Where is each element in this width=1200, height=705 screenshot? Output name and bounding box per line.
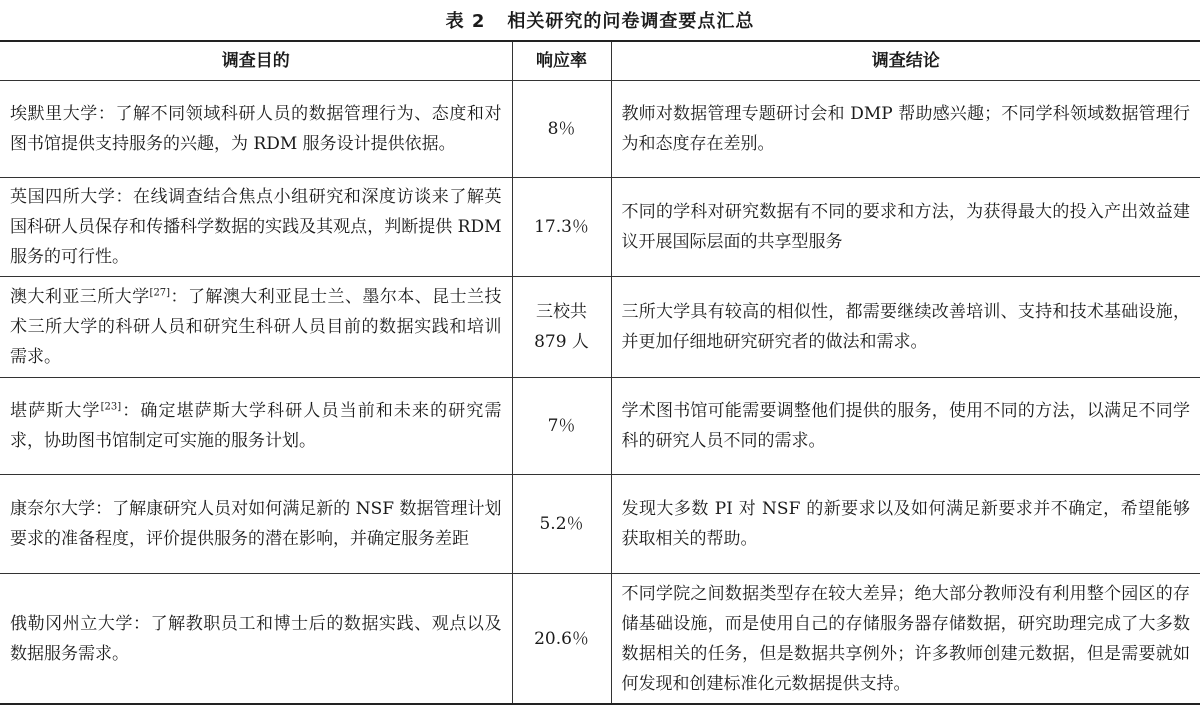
citation-ref: [27] <box>149 287 171 299</box>
table-number: 表 2 <box>445 11 486 32</box>
conclusion-cell: 不同的学科对研究数据有不同的要求和方法，为获得最大的投入产出效益建议开展国际层面的共享型服务 <box>611 178 1200 277</box>
conclusion-cell: 三所大学具有较高的相似性，都需要继续改善培训、支持和技术基础设施，并更加仔细地研究研究者的做法和需求。 <box>611 277 1200 378</box>
rate-cell: 17.3％ <box>512 178 611 277</box>
table-caption <box>0 0 1200 40</box>
rate-cell: 20.6％ <box>512 574 611 705</box>
rate-cell: 5.2％ <box>512 475 611 574</box>
rate-cell: 三校共 879 人 <box>512 277 611 378</box>
conclusion-cell: 教师对数据管理专题研讨会和 DMP 帮助感兴趣；不同学科领域数据管理行为和态度存在差别。 <box>611 81 1200 178</box>
purpose-text: 澳大利亚三所大学 <box>10 287 150 307</box>
purpose-text-rest: ：了解澳大利亚昆士兰、墨尔本、昆士兰技术三所大学的科研人员和研究生科研人员目前的数据实践和培训需求。 <box>10 287 502 367</box>
header-conclusion: 调查结论 <box>611 41 1200 81</box>
table-title: 相关研究的问卷调查要点汇总 <box>507 11 755 32</box>
header-rate: 响应率 <box>512 41 611 81</box>
table-row <box>0 378 1200 475</box>
citation-ref: [23] <box>100 401 122 413</box>
table-row <box>0 178 1200 277</box>
purpose-text: 埃默里大学：了解不同领域科研人员的数据管理行为、态度和对图书馆提供支持服务的兴趣，为 RDM 服务设计提供依据。 <box>10 104 502 154</box>
conclusion-cell: 学术图书馆可能需要调整他们提供的服务，使用不同的方法，以满足不同学科的研究人员不同的需求。 <box>611 378 1200 475</box>
conclusion-cell: 发现大多数 PI 对 NSF 的新要求以及如何满足新要求并不确定，希望能够获取相关的帮助。 <box>611 475 1200 574</box>
purpose-cell <box>0 277 512 378</box>
header-purpose: 调查目的 <box>0 41 512 81</box>
purpose-text: 康奈尔大学：了解康研究人员对如何满足新的 NSF 数据管理计划要求的准备程度，评价提供服务的潜在影响，并确定服务差距 <box>10 499 502 549</box>
table-row <box>0 574 1200 705</box>
table-row <box>0 475 1200 574</box>
purpose-text: 英国四所大学：在线调查结合焦点小组研究和深度访谈来了解英国科研人员保存和传播科学数据的实践及其观点，判断提供 RDM 服务的可行性。 <box>10 187 502 267</box>
purpose-cell <box>0 378 512 475</box>
header-row <box>0 41 1200 81</box>
purpose-cell <box>0 475 512 574</box>
table-row <box>0 81 1200 178</box>
purpose-cell <box>0 81 512 178</box>
purpose-text: 俄勒冈州立大学：了解教职员工和博士后的数据实践、观点以及数据服务需求。 <box>10 613 502 664</box>
purpose-cell <box>0 178 512 277</box>
rate-cell: 7％ <box>512 378 611 475</box>
survey-summary-table <box>0 40 1200 705</box>
purpose-text-rest: ：确定堪萨斯大学科研人员当前和未来的研究需求，协助图书馆制定可实施的服务计划。 <box>10 401 502 451</box>
table-row <box>0 277 1200 378</box>
purpose-cell <box>0 574 512 705</box>
conclusion-cell: 不同学院之间数据类型存在较大差异；绝大部分教师没有利用整个园区的存储基础设施，而是使用自己的存储服务器存储数据，研究助理完成了大多数数据相关的任务，但是数据共享例外；许多教师创建元数据，但是需要就如何发现和创建标准化元数据提供支持。 <box>611 574 1200 705</box>
rate-cell: 8％ <box>512 81 611 178</box>
purpose-text: 堪萨斯大学 <box>10 401 101 421</box>
